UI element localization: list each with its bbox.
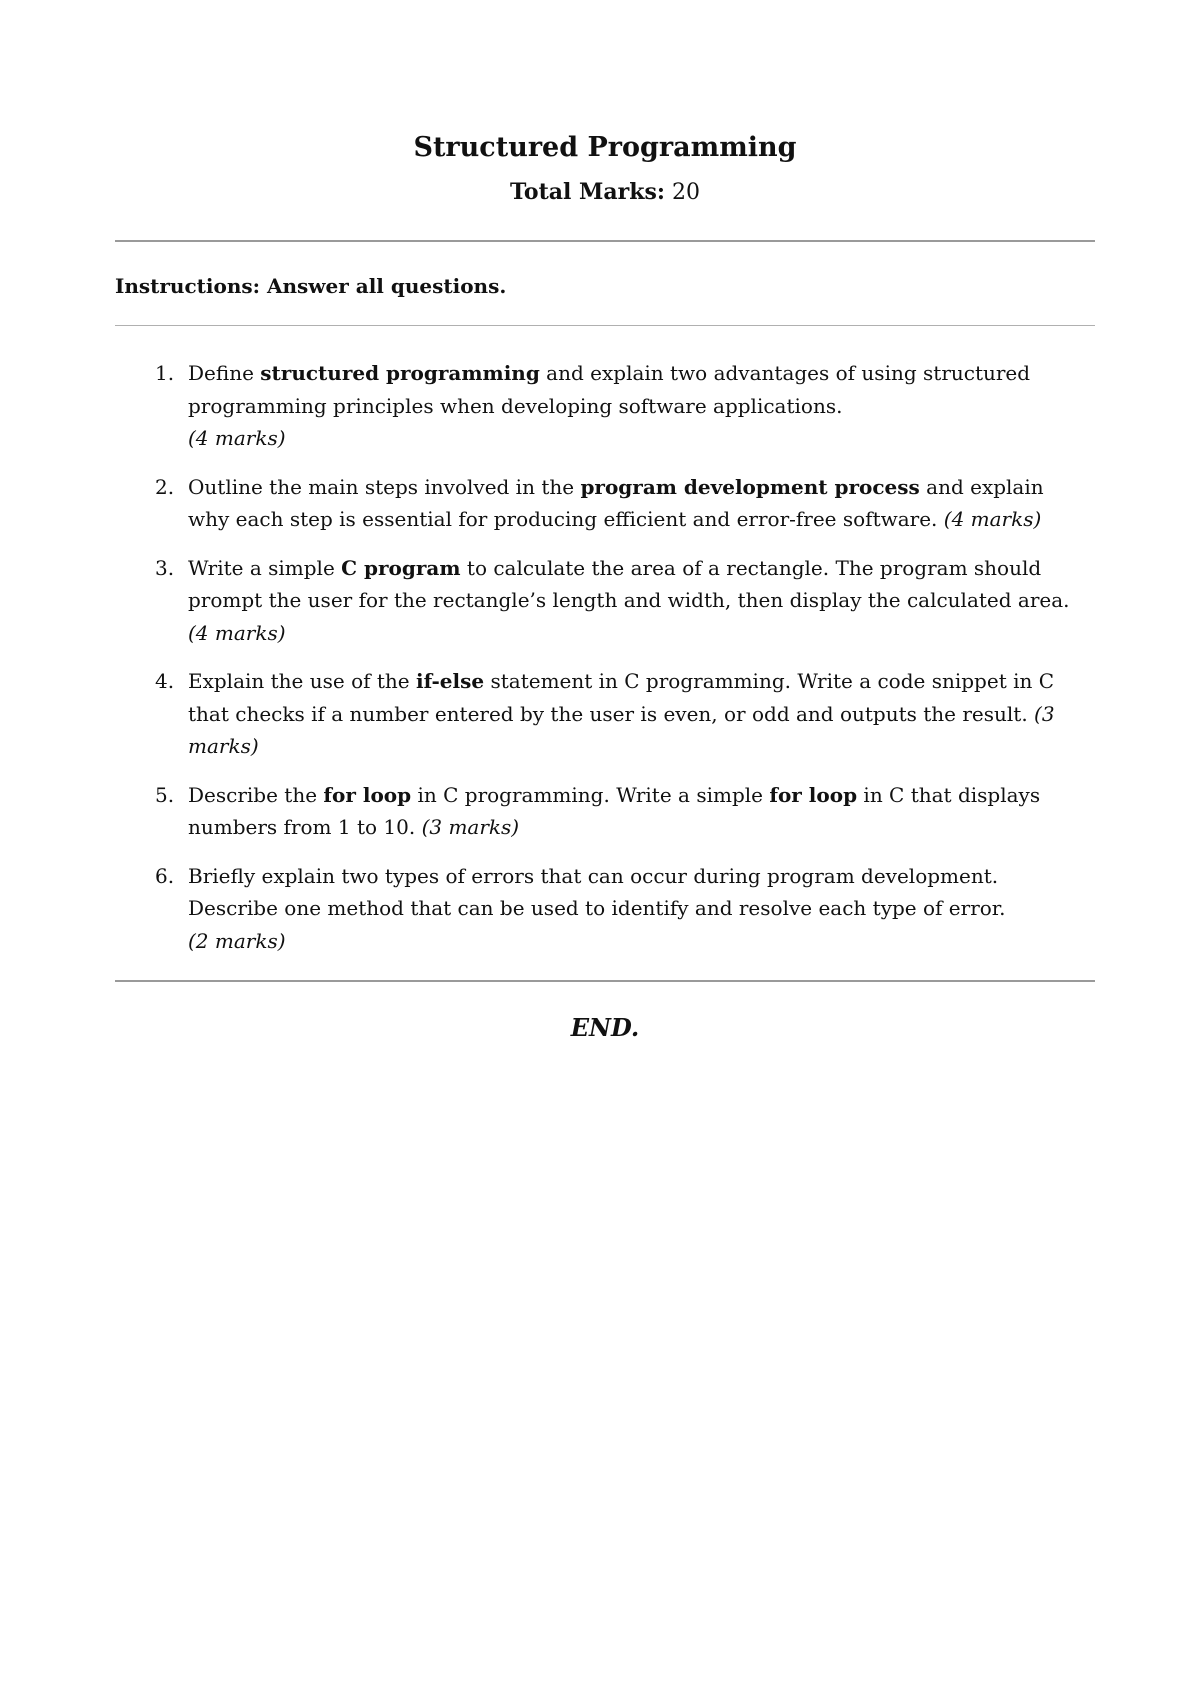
question-line: programming principles when developing software applications. <box>188 393 843 418</box>
question-marks: (4 marks) <box>188 620 286 645</box>
question-4 <box>115 665 1095 763</box>
question-line <box>188 422 1095 455</box>
question-text: Describe the <box>188 782 324 807</box>
question-number: 1. <box>155 361 175 385</box>
question-keyword: for loop <box>769 782 858 807</box>
question-line <box>188 617 1095 650</box>
question-keyword: if-else <box>416 669 485 693</box>
question-text: and explain two advantages of using structured <box>539 361 1031 385</box>
divider-instructions <box>115 325 1095 326</box>
question-number: 5. <box>155 782 175 807</box>
question-keyword: C program <box>341 555 461 580</box>
question-line <box>188 471 1095 504</box>
instructions: Instructions: Answer all questions. <box>115 274 507 298</box>
question-text: why each step is essential for producing efficient and error-free software. <box>188 507 944 531</box>
total-marks-label: Total Marks: <box>510 179 665 205</box>
end-marker: END. <box>570 1013 640 1042</box>
divider-top <box>115 240 1095 242</box>
divider-bottom <box>115 980 1095 982</box>
question-text: Explain the use of the <box>188 669 416 693</box>
question-text: Write a simple <box>188 555 342 580</box>
question-marks: (3 marks) <box>421 815 520 839</box>
total-marks-value: 20 <box>671 180 700 205</box>
question-text: in C programming. Write a simple <box>411 782 770 807</box>
question-line <box>188 779 1095 812</box>
page-title: Structured Programming <box>413 132 797 163</box>
question-text: statement in C programming. Write a code snippet in C <box>484 669 1055 693</box>
question-text: and explain <box>919 474 1044 499</box>
question-marks: marks) <box>188 734 259 758</box>
question-text: that checks if a number entered by the user is even, or odd and outputs the result. <box>188 701 1035 726</box>
question-line <box>188 811 1095 844</box>
question-line <box>188 730 1095 763</box>
question-text: in C that displays <box>857 782 1041 807</box>
question-6 <box>115 860 1095 958</box>
question-keyword: structured programming <box>260 361 540 385</box>
question-line <box>188 552 1095 585</box>
question-line: Briefly explain two types of errors that can occur during program development. <box>188 863 999 888</box>
question-line <box>188 698 1095 731</box>
question-marks: (4 marks) <box>943 507 1042 531</box>
question-line <box>188 925 1095 958</box>
question-number: 3. <box>155 555 175 580</box>
question-number: 6. <box>155 863 175 888</box>
question-text: Define <box>188 361 261 385</box>
question-marks: (3 <box>1034 701 1055 726</box>
total-marks <box>115 176 1095 209</box>
question-line: prompt the user for the rectangle’s length and width, then display the calculated area. <box>188 588 1070 612</box>
question-line: Describe one method that can be used to identify and resolve each type of error. <box>188 896 1006 920</box>
question-2 <box>115 471 1095 536</box>
question-marks: (4 marks) <box>188 426 286 450</box>
question-line <box>188 503 1095 536</box>
question-keyword: program development process <box>580 474 920 499</box>
question-text: Outline the main steps involved in the <box>188 474 581 499</box>
question-text: numbers from 1 to 10. <box>188 815 422 839</box>
question-list <box>115 357 1095 973</box>
question-number: 4. <box>155 669 175 693</box>
question-line <box>188 357 1095 390</box>
question-marks: (2 marks) <box>188 928 286 953</box>
question-3 <box>115 552 1095 650</box>
question-5 <box>115 779 1095 844</box>
question-keyword: for loop <box>323 782 412 807</box>
question-line <box>188 665 1095 698</box>
question-1 <box>115 357 1095 455</box>
question-number: 2. <box>155 474 175 499</box>
question-text: to calculate the area of a rectangle. The program should <box>460 555 1042 580</box>
